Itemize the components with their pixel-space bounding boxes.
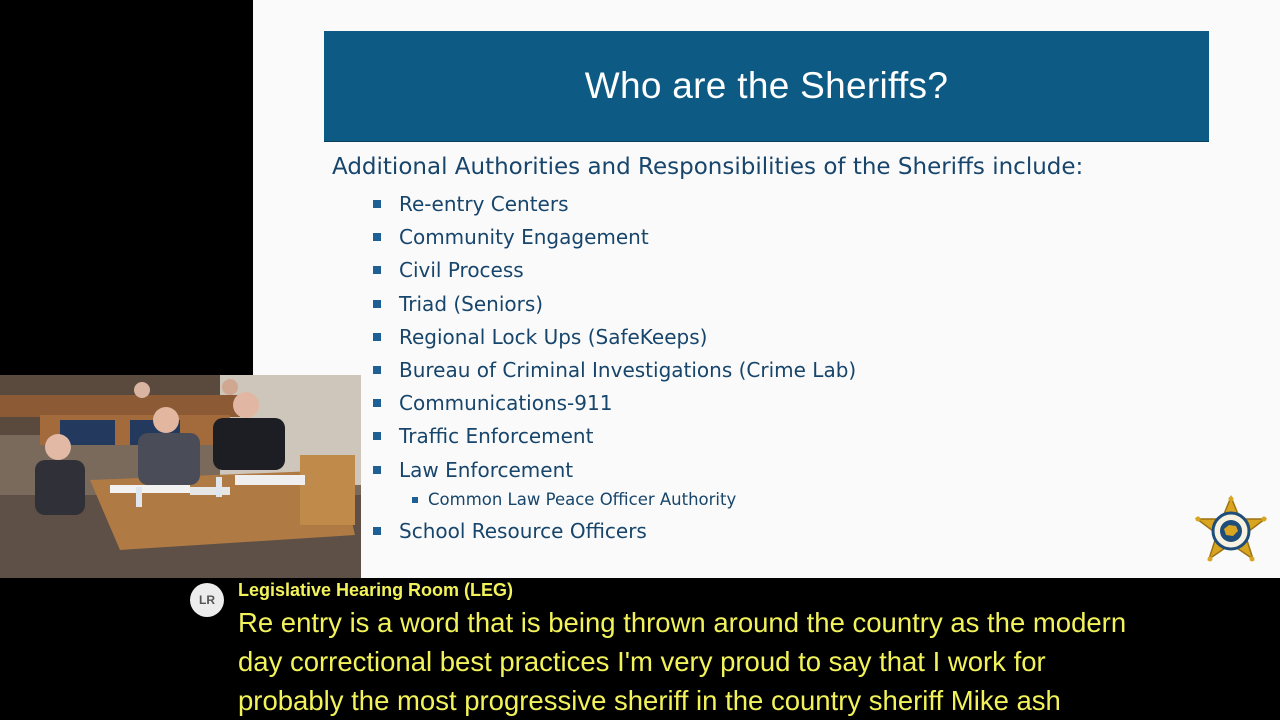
bullet-item: Law Enforcement (371, 456, 856, 489)
caption-line: Re entry is a word that is being thrown around the country as the modern (238, 607, 1127, 638)
sheriff-star-badge-icon (1193, 495, 1269, 571)
bullet-item: Re-entry Centers (371, 190, 856, 223)
square-bullet-icon (373, 366, 381, 374)
caption-line: probably the most progressive sheriff in the country sheriff Mike ash (238, 685, 1061, 716)
square-bullet-icon (373, 466, 381, 474)
square-bullet-icon (373, 300, 381, 308)
bullet-item: School Resource Officers (371, 517, 856, 550)
square-bullet-icon (373, 266, 381, 274)
bullet-item: Bureau of Criminal Investigations (Crime Lab) (371, 356, 856, 389)
square-bullet-icon (373, 333, 381, 341)
square-bullet-icon (373, 399, 381, 407)
slide-title: Who are the Sheriffs? (584, 65, 949, 106)
bullet-item: Traffic Enforcement (371, 422, 856, 455)
bullet-item: Triad (Seniors) (371, 290, 856, 323)
square-bullet-icon (373, 233, 381, 241)
bullet-item: Communications-911 (371, 389, 856, 422)
sub-bullet-item: Common Law Peace Officer Authority (371, 489, 856, 517)
hearing-room-video-icon (0, 375, 361, 578)
square-bullet-icon (373, 527, 381, 535)
bullet-item: Regional Lock Ups (SafeKeeps) (371, 323, 856, 356)
video-feed-icon (0, 375, 361, 578)
slide-header (324, 31, 1209, 142)
square-bullet-icon (412, 497, 418, 503)
square-bullet-icon (373, 200, 381, 208)
bullet-item: Community Engagement (371, 223, 856, 256)
speaker-avatar: LR (190, 583, 224, 617)
square-bullet-icon (373, 432, 381, 440)
caption-speaker-name: Legislative Hearing Room (LEG) (238, 580, 514, 600)
bullet-item: Civil Process (371, 256, 856, 289)
bullet-list (371, 190, 856, 550)
slide-lead-text: Additional Authorities and Responsibilities of the Sheriffs include: (332, 154, 1084, 180)
caption-line: day correctional best practices I'm very proud to say that I work for (238, 646, 1046, 677)
presentation-slide (253, 0, 1280, 578)
